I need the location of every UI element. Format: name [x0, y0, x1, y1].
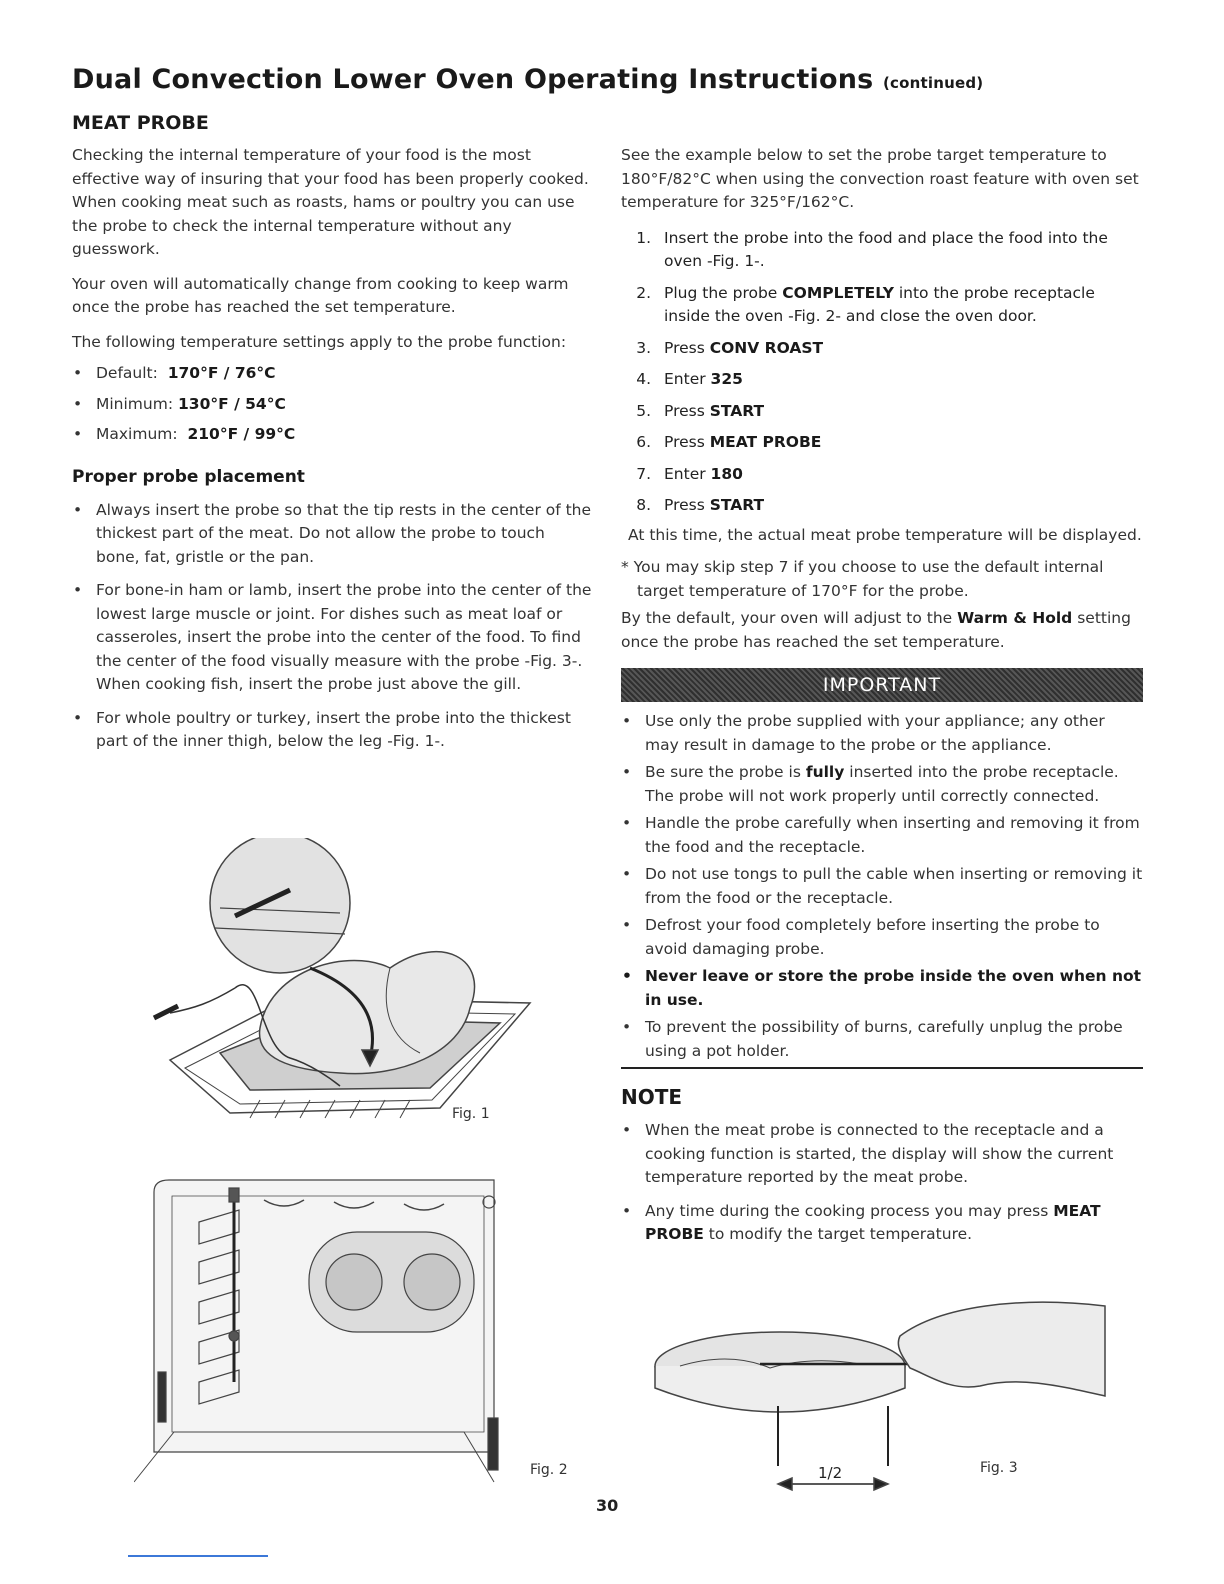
meat-probe-keep-warm: Your oven will automatically change from cooking to keep warm once the probe has reached the set temperature.	[72, 274, 569, 316]
step-text: Press	[664, 338, 710, 357]
setting-maximum	[72, 423, 592, 447]
page-number: 30	[596, 1496, 619, 1515]
fig3-label: Fig. 3	[980, 1460, 1018, 1476]
warm-hold-key: Warm & Hold	[957, 609, 1073, 627]
important-item: • Handle the probe carefully when inserting and removing it from the food and the receptacle.	[621, 812, 1143, 859]
important-key: fully	[805, 763, 845, 781]
important-item: • Use only the probe supplied with your appliance; any other may result in damage to the probe or the appliance.	[621, 710, 1143, 757]
placement-list	[72, 499, 592, 754]
meat-probe-intro: Checking the internal temperature of your food is the most effective way of insuring that your food has been properly cooked. When cooking meat such as roasts, hams or poultry you can use the probe to check the internal temperature without any guesswork.	[72, 146, 589, 258]
step-number: 4.	[636, 370, 651, 388]
step	[627, 282, 1143, 329]
fig1-label: Fig. 1	[452, 1106, 490, 1122]
important-item: • Never leave or store the probe inside the oven when not in use.	[621, 965, 1143, 1012]
setting-minimum	[72, 393, 592, 417]
example-footnote: * You may skip step 7 if you choose to use the default internal target temperature of 170°F for the probe.	[621, 558, 1104, 600]
note-heading: NOTE	[621, 1085, 683, 1109]
hand	[898, 1302, 1105, 1396]
step-key: 180	[710, 464, 743, 483]
footer-line	[128, 1555, 268, 1557]
step-text: Plug the probe	[664, 283, 783, 302]
important-rule	[621, 1067, 1143, 1069]
note-item: • When the meat probe is connected to the receptacle and a cooking function is started, the display will show the current temperature reported by the meat probe.	[621, 1119, 1143, 1190]
warm-hold-text: By the default, your oven will adjust to the	[621, 609, 958, 627]
step-key: MEAT PROBE	[709, 433, 822, 451]
page-title-continued: (continued)	[883, 74, 984, 92]
placement-heading: Proper probe placement	[72, 466, 305, 487]
step-text: Press	[664, 401, 710, 420]
placement-item: • For bone-in ham or lamb, insert the probe into the center of the lowest large muscle or joint. For dishes such as meat loaf or casseroles, insert the probe into the center of the food. To find the center of the food visually measure with the probe -Fig. 3-. When cooking fish, insert the probe just above the gill.	[72, 579, 592, 697]
step-key: 325	[710, 370, 743, 388]
step-number: 2.	[636, 283, 651, 302]
note-key: MEAT PROBE	[645, 1201, 1101, 1243]
left-column	[72, 112, 592, 754]
page-title-main: Dual Convection Lower Oven Operating Instructions	[72, 64, 874, 95]
step-key: COMPLETELY	[782, 283, 894, 302]
setting-label: Minimum:	[96, 394, 174, 413]
meat-probe-heading: MEAT PROBE	[72, 112, 209, 134]
note-text: Any time during the cooking process you may press	[645, 1201, 1054, 1220]
fig3-illustration	[640, 1296, 1110, 1496]
magnifier-circle	[210, 838, 350, 973]
warm-hold-text: setting once the probe has reached the set temperature.	[621, 609, 1131, 651]
step	[627, 227, 1143, 274]
meat-probe-settings-intro: The following temperature settings apply to the probe function:	[72, 332, 567, 351]
setting-value: 210°F / 99°C	[187, 425, 296, 443]
step	[627, 463, 1143, 487]
step-text: Enter	[664, 464, 711, 483]
example-intro: See the example below to set the probe target temperature to 180°F/82°C when using the convection roast feature with oven set temperature for 325°F/162°C.	[621, 146, 1139, 211]
step-key: CONV ROAST	[709, 338, 824, 357]
important-item	[621, 761, 1143, 808]
important-item: • To prevent the possibility of burns, carefully unplug the probe using a pot holder.	[621, 1016, 1143, 1063]
step-text: Insert the probe into the food and place the food into the oven -Fig. 1-.	[664, 228, 1108, 270]
example-after: At this time, the actual meat probe temperature will be displayed.	[628, 525, 1142, 544]
setting-label: Default:	[96, 364, 158, 382]
important-banner: IMPORTANT	[621, 668, 1143, 702]
step-number: 8.	[636, 496, 651, 514]
note-item	[621, 1200, 1143, 1247]
setting-default	[72, 362, 592, 386]
step	[627, 494, 1143, 518]
step-number: 7.	[636, 464, 651, 483]
right-column	[621, 144, 1143, 1247]
temperature-settings-list	[72, 362, 592, 447]
step	[627, 337, 1143, 361]
step-number: 5.	[636, 401, 651, 420]
step	[627, 368, 1143, 392]
step-key: START	[709, 496, 765, 514]
step-text: Press	[664, 433, 710, 451]
important-text: Be sure the probe is	[645, 763, 806, 781]
fig1-illustration	[140, 838, 550, 1138]
step	[627, 400, 1143, 424]
step	[627, 431, 1143, 455]
important-item: • Defrost your food completely before inserting the probe to avoid damaging probe.	[621, 914, 1143, 961]
setting-value: 130°F / 54°C	[178, 394, 286, 413]
important-text: inserted into the probe receptacle. The probe will not work properly until correctly connected.	[645, 763, 1119, 805]
important-list	[621, 710, 1143, 1063]
placement-item: • For whole poultry or turkey, insert the probe into the thickest part of the inner thigh, below the leg -Fig. 1-.	[72, 707, 592, 754]
measure-half-label: 1/2	[818, 1464, 843, 1482]
step-text: Press	[664, 496, 710, 514]
fig2-illustration	[134, 1162, 504, 1492]
step-key: START	[709, 401, 765, 420]
fig2-label: Fig. 2	[530, 1462, 568, 1478]
placement-item: • Always insert the probe so that the tip rests in the center of the thickest part of the meat. Do not allow the probe to touch bone, fat, gristle or the pan.	[72, 499, 592, 570]
setting-label: Maximum:	[96, 425, 178, 443]
note-text: to modify the target temperature.	[703, 1225, 973, 1243]
step-number: 6.	[636, 433, 651, 451]
note-list	[621, 1119, 1143, 1247]
step-number: 3.	[636, 338, 651, 357]
setting-value: 170°F / 76°C	[167, 364, 276, 382]
step-number: 1.	[636, 228, 651, 247]
example-steps	[627, 227, 1143, 518]
warm-hold-note	[621, 607, 1143, 654]
page-title	[72, 64, 983, 95]
step-text: into the probe receptacle inside the oven -Fig. 2- and close the oven door.	[664, 283, 1095, 325]
step-text: Enter	[664, 370, 711, 388]
important-item: • Do not use tongs to pull the cable when inserting or removing it from the food or the receptacle.	[621, 863, 1143, 910]
